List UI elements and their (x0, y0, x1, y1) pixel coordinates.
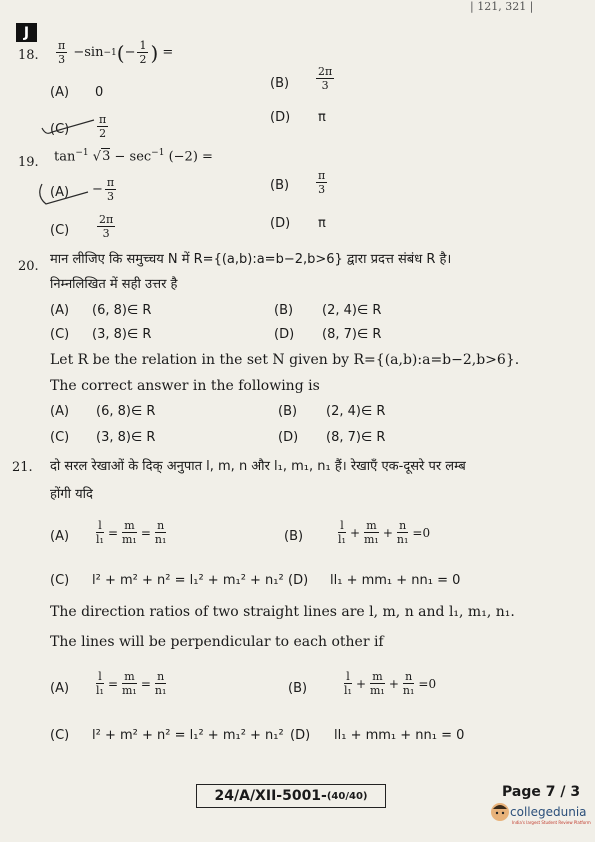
q19-option-a-value: − $\frac{\pi}{3}$ (92, 176, 115, 203)
q21-en-option-a-label: (A) (50, 681, 70, 696)
q19-tick-mark (36, 180, 92, 208)
q18-option-b-label: (B) (270, 76, 290, 91)
q20-en-option-d-label: (D) (278, 430, 299, 445)
top-scrawl: | 121, 321 | (470, 0, 534, 13)
q20-en-option-b-label: (B) (278, 404, 298, 419)
brand-logo-icon (490, 802, 510, 822)
q18-tick-mark (38, 114, 98, 138)
q19-option-c-label: (C) (50, 223, 70, 238)
q21-en-option-b-value: $\frac{l}{\text{l₁}}$ + $\frac{m}{\text{m₁}}$ + $\frac{n}{\text{n₁}}$ =0 (344, 670, 437, 697)
q20-en-option-c-label: (C) (50, 430, 70, 445)
q19-option-a-label: (A) (50, 185, 70, 200)
q21-en-option-c-label: (C) (50, 728, 70, 743)
q21-english-line1: The direction ratios of two straight lines are l, m, n and l₁, m₁, n₁. (50, 604, 515, 620)
q21-hi-option-a-label: (A) (50, 529, 70, 544)
q21-en-option-d-label: (D) (290, 728, 311, 743)
q18-option-a-value: 0 (95, 85, 104, 100)
q20-en-option-a-label: (A) (50, 404, 70, 419)
q19-option-c-value: $\frac{2\pi}{3}$ (99, 213, 114, 240)
q21-number: 21. (12, 460, 33, 475)
q21-hi-option-c-label: (C) (50, 573, 70, 588)
q21-hindi-line2: होंगी यदि (50, 487, 93, 502)
q18-stem-frac: $\frac{\pi}{3}$ (58, 39, 66, 66)
q18-option-c-label: (C) (50, 122, 70, 137)
q20-hi-option-b-label: (B) (274, 303, 294, 318)
paper-code: 24/A/XII-5001- (40/40) (196, 784, 386, 808)
q19-option-d-value: π (318, 216, 326, 231)
q21-hi-option-c-value: l² + m² + n² = l₁² + m₁² + n₁² (92, 573, 284, 588)
brand-tagline: India's largest Student Review Platform (512, 820, 591, 825)
section-badge: J (16, 23, 37, 42)
q20-number: 20. (18, 259, 39, 274)
q18-option-d-label: (D) (270, 110, 291, 125)
q20-hi-option-d-value: (8, 7)∈ R (322, 327, 382, 342)
q21-english-line2: The lines will be perpendicular to each other if (50, 634, 384, 650)
q21-hindi-line1: दो सरल रेखाओं के दिक् अनुपात l, m, n और l₁, m₁, n₁ हैं। रेखाएँ एक-दूसरे पर लम्ब (50, 459, 466, 474)
q19-option-d-label: (D) (270, 216, 291, 231)
q21-en-option-d-value: ll₁ + mm₁ + nn₁ = 0 (334, 728, 465, 743)
q20-en-option-a-value: (6, 8)∈ R (96, 404, 156, 419)
q21-hi-option-d-value: ll₁ + mm₁ + nn₁ = 0 (330, 573, 461, 588)
brand-name: collegedunia (510, 805, 587, 819)
q20-en-option-d-value: (8, 7)∈ R (326, 430, 386, 445)
q19-stem: $\tan^{-1} √3 - \sec^{-1} (-2)$ = (54, 148, 213, 165)
q20-hi-option-a-value: (6, 8)∈ R (92, 303, 152, 318)
q18-option-c-value: $\frac{\pi}{2}$ (99, 113, 107, 140)
q19-option-b-value: $\frac{\pi}{3}$ (318, 169, 326, 196)
q18-option-b-value: $\frac{2\pi}{3}$ (318, 65, 333, 92)
q21-hi-option-b-value: $\frac{l}{\text{l₁}}$ + $\frac{m}{\text{m₁}}$ + $\frac{n}{\text{n₁}}$ =0 (338, 519, 431, 546)
q21-hi-option-d-label: (D) (288, 573, 309, 588)
q20-hindi-line1: मान लीजिए कि समुच्चय N में R={(a,b):a=b−2,b>6} द्वारा प्रदत्त संबंध R है। (50, 252, 452, 267)
q18-stem: $\frac{\pi}{3}$ − sin −1 ( − $\frac{1}{2}$ ) = (58, 39, 174, 66)
q18-number: 18. (18, 48, 39, 63)
q19-number: 19. (18, 155, 39, 170)
q21-hi-option-a-value: $\frac{l}{\text{l₁}}$ = $\frac{m}{\text{m₁}}$ = $\frac{n}{\text{n₁}}$ (96, 519, 167, 546)
q20-hi-option-a-label: (A) (50, 303, 70, 318)
q18-option-a-label: (A) (50, 85, 70, 100)
q20-hindi-line2: निम्नलिखित में सही उत्तर है (50, 277, 178, 292)
q18-option-d-value: π (318, 110, 326, 125)
q21-hi-option-b-label: (B) (284, 529, 304, 544)
q20-english-line1: Let R be the relation in the set N given by R={(a,b):a=b−2,b>6}. (50, 352, 520, 368)
q20-hi-option-b-value: (2, 4)∈ R (322, 303, 382, 318)
q20-en-option-c-value: (3, 8)∈ R (96, 430, 156, 445)
q21-en-option-a-value: $\frac{l}{\text{l₁}}$ = $\frac{m}{\text{m₁}}$ = $\frac{n}{\text{n₁}}$ (96, 670, 167, 697)
q20-english-line2: The correct answer in the following is (50, 378, 320, 394)
q20-hi-option-d-label: (D) (274, 327, 295, 342)
q19-option-b-label: (B) (270, 178, 290, 193)
q20-hi-option-c-label: (C) (50, 327, 70, 342)
q20-hi-option-c-value: (3, 8)∈ R (92, 327, 152, 342)
q20-en-option-b-value: (2, 4)∈ R (326, 404, 386, 419)
brand-watermark (490, 802, 591, 825)
q21-en-option-b-label: (B) (288, 681, 308, 696)
q21-en-option-c-value: l² + m² + n² = l₁² + m₁² + n₁² (92, 728, 284, 743)
page-number: Page 7 / 3 (502, 784, 581, 800)
